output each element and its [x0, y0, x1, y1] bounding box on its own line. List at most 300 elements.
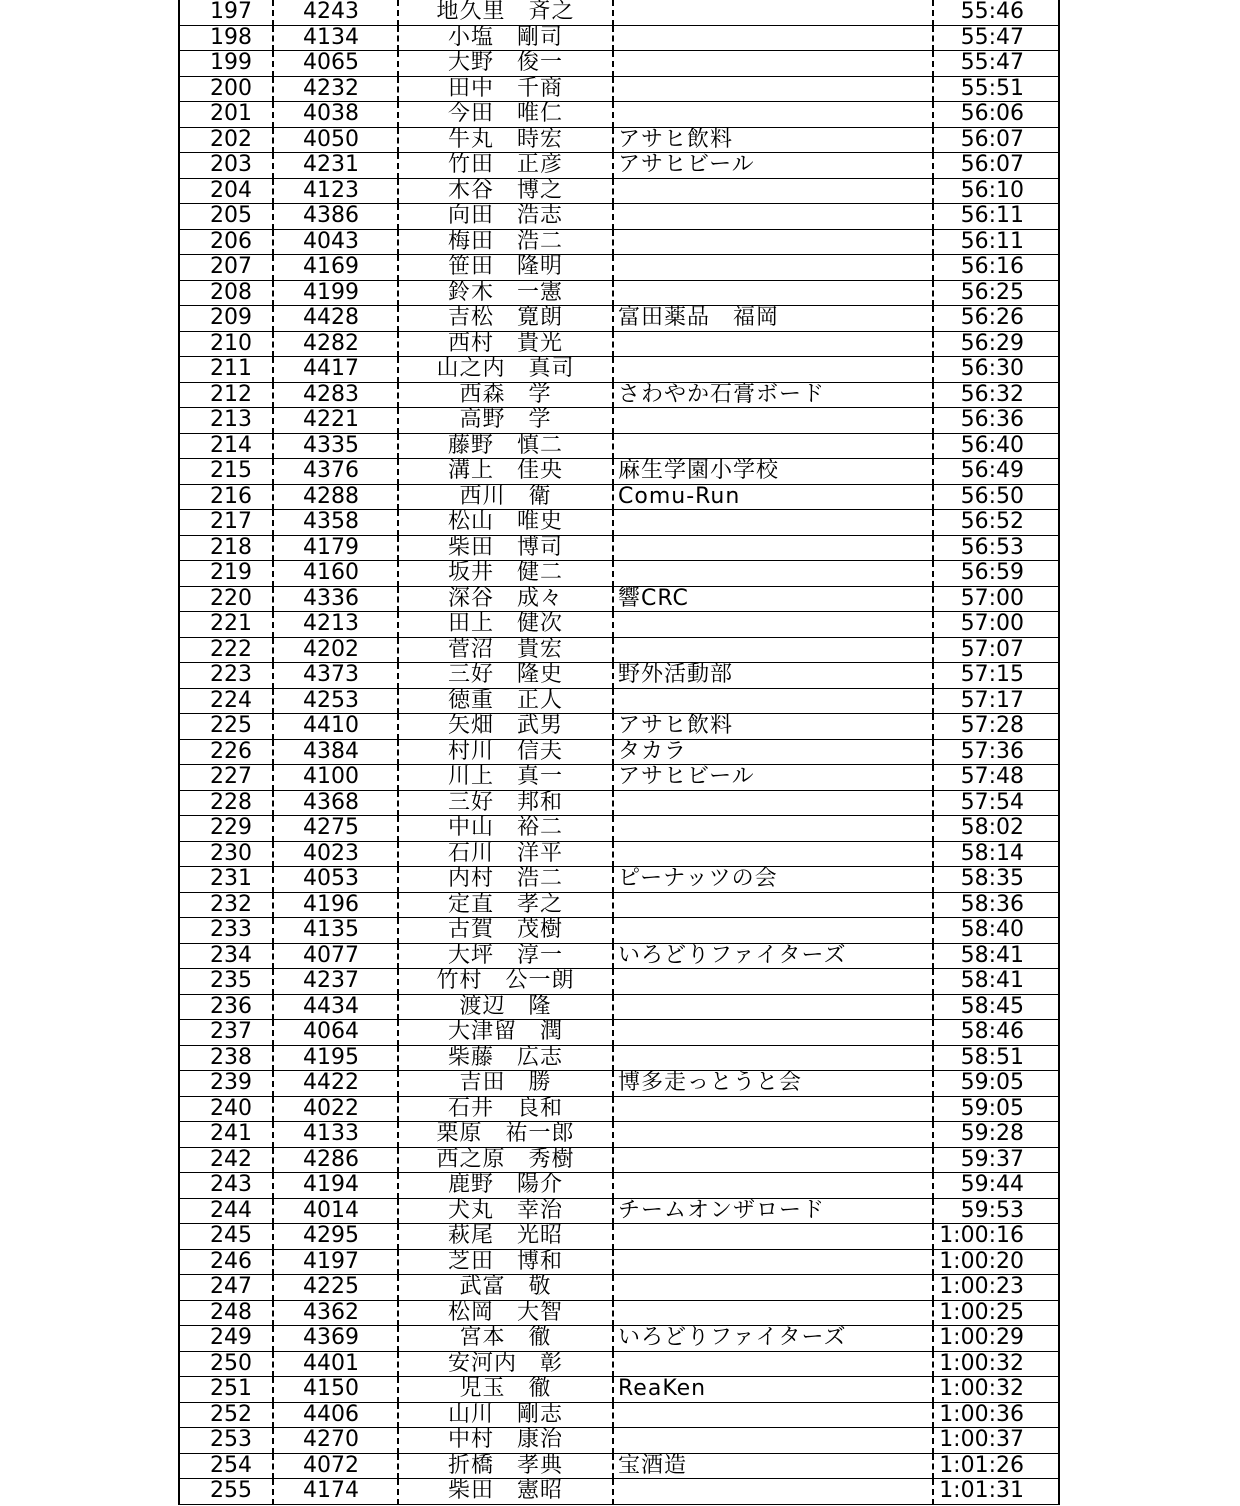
bib-number-cell: 4422: [273, 1071, 398, 1097]
runner-name-cell: 石川 洋平: [398, 841, 613, 867]
bib-number-cell: 4023: [273, 841, 398, 867]
runner-name-cell: 折橋 孝典: [398, 1453, 613, 1479]
table-row: [180, 204, 1058, 230]
team-name-cell: [613, 1224, 933, 1250]
team-name-cell: [613, 255, 933, 281]
runner-name-cell: 鈴木 一憲: [398, 280, 613, 306]
runner-name-cell: 芝田 博和: [398, 1249, 613, 1275]
bib-number-cell: 4434: [273, 994, 398, 1020]
runner-name-cell: 萩尾 光昭: [398, 1224, 613, 1250]
team-name-cell: Comu-Run: [613, 484, 933, 510]
team-name-cell: [613, 280, 933, 306]
bib-number-cell: 4428: [273, 306, 398, 332]
rank-cell: 247: [180, 1275, 273, 1301]
runner-name-cell: 大坪 淳一: [398, 943, 613, 969]
table-row: [180, 1224, 1058, 1250]
runner-name-cell: 古賀 茂樹: [398, 918, 613, 944]
runner-name-cell: 児玉 徹: [398, 1377, 613, 1403]
team-name-cell: [613, 178, 933, 204]
rank-cell: 204: [180, 178, 273, 204]
runner-name-cell: 中村 康治: [398, 1428, 613, 1454]
rank-cell: 229: [180, 816, 273, 842]
team-name-cell: [613, 408, 933, 434]
finish-time-cell: 59:37: [933, 1147, 1058, 1173]
table-row: [180, 1071, 1058, 1097]
finish-time-cell: 1:00:16: [933, 1224, 1058, 1250]
rank-cell: 215: [180, 459, 273, 485]
runner-name-cell: 武富 敬: [398, 1275, 613, 1301]
runner-name-cell: 吉松 寛朗: [398, 306, 613, 332]
finish-time-cell: 1:00:32: [933, 1351, 1058, 1377]
bib-number-cell: 4100: [273, 765, 398, 791]
team-name-cell: チームオンザロード: [613, 1198, 933, 1224]
rank-cell: 198: [180, 25, 273, 51]
rank-cell: 239: [180, 1071, 273, 1097]
runner-name-cell: 菅沼 貴宏: [398, 637, 613, 663]
bib-number-cell: 4135: [273, 918, 398, 944]
rank-cell: 209: [180, 306, 273, 332]
table-row: [180, 382, 1058, 408]
rank-cell: 213: [180, 408, 273, 434]
bib-number-cell: 4336: [273, 586, 398, 612]
rank-cell: 222: [180, 637, 273, 663]
bib-number-cell: 4194: [273, 1173, 398, 1199]
finish-time-cell: 56:49: [933, 459, 1058, 485]
finish-time-cell: 56:07: [933, 153, 1058, 179]
table-row: [180, 867, 1058, 893]
bib-number-cell: 4221: [273, 408, 398, 434]
runner-name-cell: 安河内 彰: [398, 1351, 613, 1377]
table-row: [180, 153, 1058, 179]
table-row: [180, 637, 1058, 663]
rank-cell: 225: [180, 714, 273, 740]
team-name-cell: [613, 102, 933, 128]
runner-name-cell: 村川 信夫: [398, 739, 613, 765]
rank-cell: 206: [180, 229, 273, 255]
team-name-cell: [613, 561, 933, 587]
finish-time-cell: 1:00:37: [933, 1428, 1058, 1454]
runner-name-cell: 矢畑 武男: [398, 714, 613, 740]
runner-name-cell: 溝上 佳央: [398, 459, 613, 485]
finish-time-cell: 1:00:23: [933, 1275, 1058, 1301]
finish-time-cell: 56:36: [933, 408, 1058, 434]
team-name-cell: 麻生学園小学校: [613, 459, 933, 485]
table-row: [180, 816, 1058, 842]
finish-time-cell: 56:16: [933, 255, 1058, 281]
finish-time-cell: 59:05: [933, 1096, 1058, 1122]
team-name-cell: さわやか石膏ボード: [613, 382, 933, 408]
team-name-cell: [613, 0, 933, 25]
team-name-cell: 響CRC: [613, 586, 933, 612]
runner-name-cell: 今田 唯仁: [398, 102, 613, 128]
table-row: [180, 841, 1058, 867]
finish-time-cell: 57:36: [933, 739, 1058, 765]
runner-name-cell: 徳重 正人: [398, 688, 613, 714]
bib-number-cell: 4072: [273, 1453, 398, 1479]
runner-name-cell: 栗原 祐一郎: [398, 1122, 613, 1148]
rank-cell: 230: [180, 841, 273, 867]
finish-time-cell: 59:44: [933, 1173, 1058, 1199]
team-name-cell: アサヒ飲料: [613, 127, 933, 153]
team-name-cell: [613, 1275, 933, 1301]
table-row: [180, 1377, 1058, 1403]
table-row: [180, 1147, 1058, 1173]
runner-name-cell: 木谷 博之: [398, 178, 613, 204]
team-name-cell: [613, 688, 933, 714]
bib-number-cell: 4022: [273, 1096, 398, 1122]
bib-number-cell: 4282: [273, 331, 398, 357]
finish-time-cell: 56:40: [933, 433, 1058, 459]
rank-cell: 244: [180, 1198, 273, 1224]
runner-name-cell: 三好 隆史: [398, 663, 613, 689]
runner-name-cell: 西村 貴光: [398, 331, 613, 357]
bib-number-cell: 4134: [273, 25, 398, 51]
finish-time-cell: 58:45: [933, 994, 1058, 1020]
finish-time-cell: 57:17: [933, 688, 1058, 714]
finish-time-cell: 58:46: [933, 1020, 1058, 1046]
finish-time-cell: 59:28: [933, 1122, 1058, 1148]
rank-cell: 238: [180, 1045, 273, 1071]
team-name-cell: アサヒビール: [613, 765, 933, 791]
table-row: [180, 535, 1058, 561]
bib-number-cell: 4369: [273, 1326, 398, 1352]
finish-time-cell: 58:41: [933, 943, 1058, 969]
rank-cell: 246: [180, 1249, 273, 1275]
team-name-cell: 富田薬品 福岡: [613, 306, 933, 332]
finish-time-cell: 56:50: [933, 484, 1058, 510]
finish-time-cell: 56:07: [933, 127, 1058, 153]
team-name-cell: [613, 357, 933, 383]
table-row: [180, 510, 1058, 536]
table-row: [180, 892, 1058, 918]
team-name-cell: [613, 1249, 933, 1275]
finish-time-cell: 57:54: [933, 790, 1058, 816]
team-name-cell: [613, 969, 933, 995]
bib-number-cell: 4014: [273, 1198, 398, 1224]
rank-cell: 242: [180, 1147, 273, 1173]
runner-name-cell: 鹿野 陽介: [398, 1173, 613, 1199]
runner-name-cell: 牛丸 時宏: [398, 127, 613, 153]
rank-cell: 228: [180, 790, 273, 816]
finish-time-cell: 56:10: [933, 178, 1058, 204]
runner-name-cell: 田中 千商: [398, 76, 613, 102]
rank-cell: 201: [180, 102, 273, 128]
table-row: [180, 433, 1058, 459]
rank-cell: 205: [180, 204, 273, 230]
runner-name-cell: 小塩 剛司: [398, 25, 613, 51]
team-name-cell: [613, 1147, 933, 1173]
table-row: [180, 790, 1058, 816]
table-row: [180, 306, 1058, 332]
team-name-cell: [613, 535, 933, 561]
bib-number-cell: 4169: [273, 255, 398, 281]
rank-cell: 211: [180, 357, 273, 383]
team-name-cell: [613, 892, 933, 918]
table-row: [180, 1198, 1058, 1224]
table-row: [180, 586, 1058, 612]
rank-cell: 240: [180, 1096, 273, 1122]
table-row: [180, 1122, 1058, 1148]
rank-cell: 235: [180, 969, 273, 995]
results-table: [180, 0, 1058, 1505]
team-name-cell: アサヒビール: [613, 153, 933, 179]
finish-time-cell: 56:30: [933, 357, 1058, 383]
rank-cell: 210: [180, 331, 273, 357]
finish-time-cell: 57:00: [933, 612, 1058, 638]
team-name-cell: ピーナッツの会: [613, 867, 933, 893]
rank-cell: 232: [180, 892, 273, 918]
finish-time-cell: 1:01:31: [933, 1479, 1058, 1505]
runner-name-cell: 石井 良和: [398, 1096, 613, 1122]
finish-time-cell: 1:00:20: [933, 1249, 1058, 1275]
bib-number-cell: 4376: [273, 459, 398, 485]
finish-time-cell: 58:35: [933, 867, 1058, 893]
rank-cell: 252: [180, 1402, 273, 1428]
table-row: [180, 255, 1058, 281]
finish-time-cell: 57:48: [933, 765, 1058, 791]
bib-number-cell: 4368: [273, 790, 398, 816]
rank-cell: 255: [180, 1479, 273, 1505]
runner-name-cell: 西森 学: [398, 382, 613, 408]
bib-number-cell: 4077: [273, 943, 398, 969]
table-row: [180, 1300, 1058, 1326]
team-name-cell: [613, 790, 933, 816]
rank-cell: 245: [180, 1224, 273, 1250]
table-row: [180, 612, 1058, 638]
team-name-cell: アサヒ飲料: [613, 714, 933, 740]
results-sheet: [178, 0, 1060, 1505]
bib-number-cell: 4123: [273, 178, 398, 204]
table-row: [180, 714, 1058, 740]
runner-name-cell: 山之内 真司: [398, 357, 613, 383]
bib-number-cell: 4237: [273, 969, 398, 995]
team-name-cell: [613, 841, 933, 867]
team-name-cell: タカラ: [613, 739, 933, 765]
bib-number-cell: 4410: [273, 714, 398, 740]
bib-number-cell: 4232: [273, 76, 398, 102]
team-name-cell: [613, 51, 933, 77]
finish-time-cell: 56:53: [933, 535, 1058, 561]
bib-number-cell: 4197: [273, 1249, 398, 1275]
team-name-cell: [613, 1402, 933, 1428]
runner-name-cell: 柴藤 広志: [398, 1045, 613, 1071]
runner-name-cell: 定直 孝之: [398, 892, 613, 918]
team-name-cell: [613, 637, 933, 663]
rank-cell: 220: [180, 586, 273, 612]
table-row: [180, 663, 1058, 689]
runner-name-cell: 中山 裕二: [398, 816, 613, 842]
table-row: [180, 229, 1058, 255]
rank-cell: 219: [180, 561, 273, 587]
bib-number-cell: 4050: [273, 127, 398, 153]
table-row: [180, 408, 1058, 434]
bib-number-cell: 4362: [273, 1300, 398, 1326]
runner-name-cell: 犬丸 幸治: [398, 1198, 613, 1224]
table-row: [180, 459, 1058, 485]
rank-cell: 231: [180, 867, 273, 893]
bib-number-cell: 4358: [273, 510, 398, 536]
runner-name-cell: 松岡 大智: [398, 1300, 613, 1326]
table-row: [180, 331, 1058, 357]
runner-name-cell: 竹村 公一朗: [398, 969, 613, 995]
bib-number-cell: 4335: [273, 433, 398, 459]
team-name-cell: [613, 1045, 933, 1071]
bib-number-cell: 4386: [273, 204, 398, 230]
runner-name-cell: 高野 学: [398, 408, 613, 434]
team-name-cell: いろどりファイターズ: [613, 943, 933, 969]
rank-cell: 221: [180, 612, 273, 638]
runner-name-cell: 西之原 秀樹: [398, 1147, 613, 1173]
bib-number-cell: 4401: [273, 1351, 398, 1377]
rank-cell: 199: [180, 51, 273, 77]
finish-time-cell: 58:14: [933, 841, 1058, 867]
rank-cell: 200: [180, 76, 273, 102]
finish-time-cell: 55:51: [933, 76, 1058, 102]
bib-number-cell: 4283: [273, 382, 398, 408]
team-name-cell: [613, 510, 933, 536]
table-row: [180, 1173, 1058, 1199]
runner-name-cell: 向田 浩志: [398, 204, 613, 230]
finish-time-cell: 1:00:29: [933, 1326, 1058, 1352]
runner-name-cell: 柴田 憲昭: [398, 1479, 613, 1505]
table-row: [180, 561, 1058, 587]
team-name-cell: [613, 1173, 933, 1199]
team-name-cell: [613, 1020, 933, 1046]
runner-name-cell: 大津留 潤: [398, 1020, 613, 1046]
finish-time-cell: 1:01:26: [933, 1453, 1058, 1479]
finish-time-cell: 58:40: [933, 918, 1058, 944]
team-name-cell: 宝酒造: [613, 1453, 933, 1479]
runner-name-cell: 柴田 博司: [398, 535, 613, 561]
finish-time-cell: 57:00: [933, 586, 1058, 612]
runner-name-cell: 渡辺 隆: [398, 994, 613, 1020]
table-row: [180, 102, 1058, 128]
team-name-cell: [613, 994, 933, 1020]
table-row: [180, 1402, 1058, 1428]
rank-cell: 248: [180, 1300, 273, 1326]
runner-name-cell: 竹田 正彦: [398, 153, 613, 179]
team-name-cell: [613, 1428, 933, 1454]
team-name-cell: [613, 1096, 933, 1122]
bib-number-cell: 4053: [273, 867, 398, 893]
team-name-cell: [613, 229, 933, 255]
runner-name-cell: 坂井 健二: [398, 561, 613, 587]
bib-number-cell: 4225: [273, 1275, 398, 1301]
table-row: [180, 765, 1058, 791]
finish-time-cell: 56:26: [933, 306, 1058, 332]
rank-cell: 236: [180, 994, 273, 1020]
table-row: [180, 918, 1058, 944]
bib-number-cell: 4243: [273, 0, 398, 25]
bib-number-cell: 4133: [273, 1122, 398, 1148]
bib-number-cell: 4202: [273, 637, 398, 663]
runner-name-cell: 川上 真一: [398, 765, 613, 791]
rank-cell: 212: [180, 382, 273, 408]
bib-number-cell: 4295: [273, 1224, 398, 1250]
team-name-cell: [613, 918, 933, 944]
bib-number-cell: 4179: [273, 535, 398, 561]
rank-cell: 227: [180, 765, 273, 791]
table-row: [180, 25, 1058, 51]
table-row: [180, 1249, 1058, 1275]
finish-time-cell: 1:00:25: [933, 1300, 1058, 1326]
table-row: [180, 484, 1058, 510]
table-row: [180, 1351, 1058, 1377]
bib-number-cell: 4150: [273, 1377, 398, 1403]
team-name-cell: [613, 204, 933, 230]
bib-number-cell: 4270: [273, 1428, 398, 1454]
results-table-body: [180, 0, 1058, 1504]
table-row: [180, 1045, 1058, 1071]
table-row: [180, 178, 1058, 204]
finish-time-cell: 55:47: [933, 25, 1058, 51]
team-name-cell: [613, 1122, 933, 1148]
finish-time-cell: 56:59: [933, 561, 1058, 587]
team-name-cell: [613, 1479, 933, 1505]
table-row: [180, 280, 1058, 306]
finish-time-cell: 58:02: [933, 816, 1058, 842]
bib-number-cell: 4373: [273, 663, 398, 689]
runner-name-cell: 山川 剛志: [398, 1402, 613, 1428]
finish-time-cell: 56:25: [933, 280, 1058, 306]
runner-name-cell: 内村 浩二: [398, 867, 613, 893]
bib-number-cell: 4196: [273, 892, 398, 918]
table-row: [180, 1453, 1058, 1479]
runner-name-cell: 大野 俊一: [398, 51, 613, 77]
table-row: [180, 739, 1058, 765]
table-row: [180, 688, 1058, 714]
bib-number-cell: 4275: [273, 816, 398, 842]
runner-name-cell: 田上 健次: [398, 612, 613, 638]
rank-cell: 203: [180, 153, 273, 179]
bib-number-cell: 4253: [273, 688, 398, 714]
rank-cell: 233: [180, 918, 273, 944]
bib-number-cell: 4231: [273, 153, 398, 179]
rank-cell: 197: [180, 0, 273, 25]
runner-name-cell: 松山 唯史: [398, 510, 613, 536]
bib-number-cell: 4174: [273, 1479, 398, 1505]
bib-number-cell: 4038: [273, 102, 398, 128]
table-row: [180, 943, 1058, 969]
finish-time-cell: 55:47: [933, 51, 1058, 77]
bib-number-cell: 4288: [273, 484, 398, 510]
rank-cell: 251: [180, 1377, 273, 1403]
finish-time-cell: 57:28: [933, 714, 1058, 740]
bib-number-cell: 4213: [273, 612, 398, 638]
runner-name-cell: 地久里 斉之: [398, 0, 613, 25]
team-name-cell: ReaKen: [613, 1377, 933, 1403]
bib-number-cell: 4160: [273, 561, 398, 587]
finish-time-cell: 55:46: [933, 0, 1058, 25]
bib-number-cell: 4043: [273, 229, 398, 255]
runner-name-cell: 笹田 隆明: [398, 255, 613, 281]
team-name-cell: [613, 1351, 933, 1377]
team-name-cell: [613, 433, 933, 459]
finish-time-cell: 58:51: [933, 1045, 1058, 1071]
rank-cell: 226: [180, 739, 273, 765]
finish-time-cell: 56:11: [933, 204, 1058, 230]
rank-cell: 254: [180, 1453, 273, 1479]
finish-time-cell: 57:07: [933, 637, 1058, 663]
bib-number-cell: 4199: [273, 280, 398, 306]
table-row: [180, 1020, 1058, 1046]
bib-number-cell: 4384: [273, 739, 398, 765]
table-row: [180, 0, 1058, 25]
bib-number-cell: 4195: [273, 1045, 398, 1071]
finish-time-cell: 58:36: [933, 892, 1058, 918]
table-row: [180, 1479, 1058, 1505]
finish-time-cell: 56:11: [933, 229, 1058, 255]
